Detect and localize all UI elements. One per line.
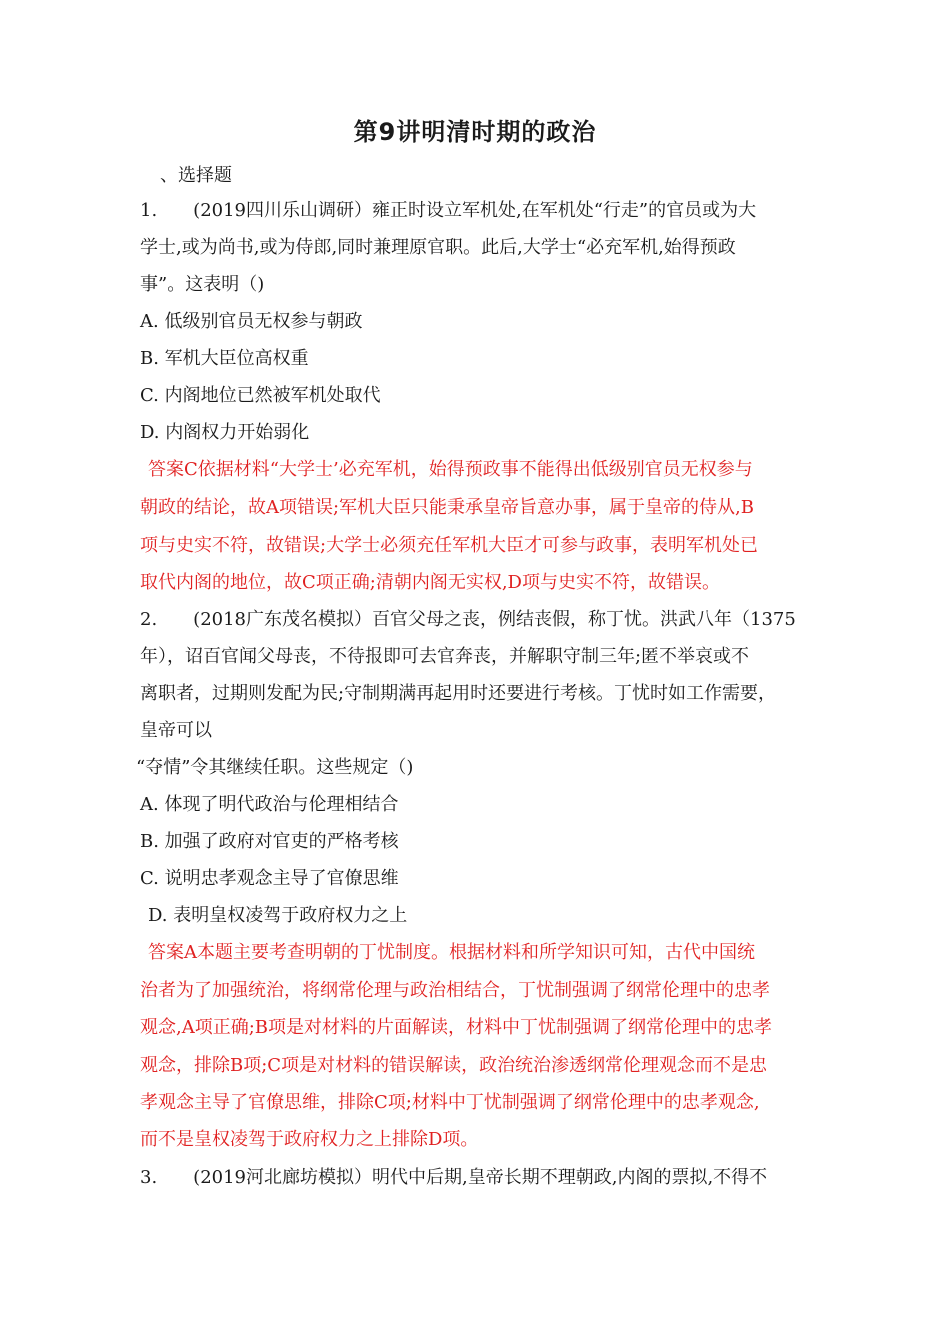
q2-stem-line: “夺情”令其继续任职。这些规定（) <box>136 757 414 778</box>
q3-stem-line: 3. (2019河北廊坊模拟）明代中后期,皇帝长期不理朝政,内阁的票拟,不得不 <box>140 1167 768 1188</box>
q1-option-b: B. 军机大臣位高权重 <box>140 348 309 369</box>
q1-option-c: C. 内阁地位已然被军机处取代 <box>140 385 381 406</box>
q1-stem-line: 1. (2019四川乐山调研）雍正时设立军机处,在军机处“行走”的官员或为大 <box>140 200 757 221</box>
q2-answer-line: 而不是皇权凌驾于政府权力之上排除D项。 <box>140 1129 479 1150</box>
q1-answer-line: 项与史实不符，故错误;大学士必须充任军机大臣才可参与政事，表明军机处已 <box>140 535 759 556</box>
q2-option-b: B. 加强了政府对官吏的严格考核 <box>140 831 399 852</box>
q1-answer-line: 答案C依据材料“大学士’必充军机，始得预政事不能得出低级别官员无权参与 <box>148 459 753 480</box>
q2-answer-line: 孝观念主导了官僚思维，排除C项;材料中丁忧制强调了纲常伦理中的忠孝观念, <box>140 1092 760 1113</box>
q2-option-c: C. 说明忠孝观念主导了官僚思维 <box>140 868 399 889</box>
section-heading: 、选择题 <box>160 165 232 186</box>
q1-answer-line: 朝政的结论，故A项错误;军机大臣只能秉承皇帝旨意办事，属于皇帝的侍从,B <box>140 497 755 518</box>
q1-option-d: D. 内阁权力开始弱化 <box>140 422 310 443</box>
q2-answer-line: 答案A本题主要考查明朝的丁忧制度。根据材料和所学知识可知，古代中国统 <box>148 942 755 963</box>
q2-stem-line: 2. (2018广东茂名模拟）百官父母之丧，例结丧假，称丁忧。洪武八年（1375 <box>140 609 796 630</box>
q2-answer-line: 观念,A项正确;B项是对材料的片面解读，材料中丁忧制强调了纲常伦理中的忠孝 <box>140 1017 773 1038</box>
q2-option-a: A. 体现了明代政治与伦理相结合 <box>140 794 399 815</box>
q1-option-a: A. 低级别官员无权参与朝政 <box>140 311 363 332</box>
q2-stem-line: 年），诏百官闻父母丧，不待报即可去官奔丧，并解职守制三年;匿不举哀或不 <box>140 646 750 667</box>
q1-stem-line: 学士,或为尚书,或为侍郎,同时兼理原官职。此后,大学士“必充军机,始得预政 <box>140 237 736 258</box>
page-title: 第9讲明清时期的政治 <box>353 118 597 146</box>
q2-stem-line: 离职者，过期则发配为民;守制期满再起用时还要进行考核。丁忧时如工作需要， <box>140 683 777 704</box>
q2-answer-line: 观念，排除B项;C项是对材料的错误解读，政治统治渗透纲常伦理观念而不是忠 <box>140 1055 768 1076</box>
q2-answer-line: 治者为了加强统治，将纲常伦理与政治相结合，丁忧制强调了纲常伦理中的忠孝 <box>140 980 770 1001</box>
q1-stem-line: 事”。这表明（) <box>140 274 265 295</box>
q1-answer-line: 取代内阁的地位，故C项正确;清朝内阁无实权,D项与史实不符，故错误。 <box>140 572 720 593</box>
q2-stem-line: 皇帝可以 <box>140 720 212 741</box>
q2-option-d: D. 表明皇权凌驾于政府权力之上 <box>148 905 408 926</box>
